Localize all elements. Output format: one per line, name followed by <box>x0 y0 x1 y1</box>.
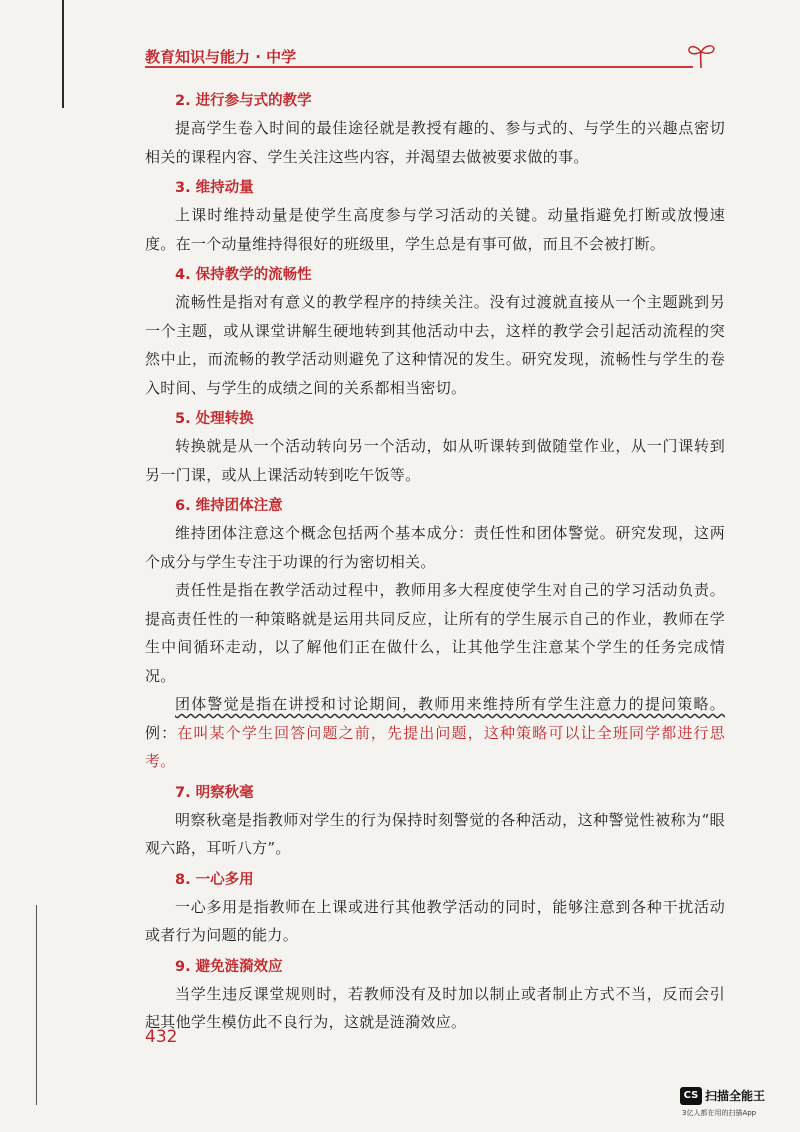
watermark-tagline: 3亿人都在用的扫描App <box>682 1109 757 1117</box>
page-number: 432 <box>145 1027 178 1047</box>
page-binding-edge-lower <box>36 905 37 1105</box>
watermark-name: 扫描全能王 <box>705 1089 766 1103</box>
page-binding-edge <box>62 0 64 108</box>
section-heading: 9. 避免涟漪效应 <box>175 958 283 975</box>
section-heading: 4. 保持教学的流畅性 <box>175 267 312 283</box>
section-heading: 3. 维持动量 <box>175 180 254 196</box>
scanner-watermark <box>680 1087 790 1123</box>
section-heading: 8. 一心多用 <box>175 871 254 888</box>
section-heading: 2. 进行参与式的教学 <box>175 93 312 109</box>
paragraph: 维持团体注意这个概念包括两个基本成分：责任性和团体警觉。研究发现，这两个成分与学生专注于功课的行为密切相关。 <box>145 524 725 571</box>
example-text: 在叫某个学生回答问题之前，先提出问题，这种策略可以让全班同学都进行思考。 <box>145 723 725 770</box>
paragraph: 提高学生卷入时间的最佳途径就是教授有趣的、参与式的、与学生的兴趣点密切相关的课程内容、学生关注这些内容，并渴望去做被要求做的事。 <box>145 119 725 166</box>
cs-logo-icon: CS <box>680 1087 702 1105</box>
paragraph: 责任性是指在教学活动过程中，教师用多大程度使学生对自己的学习活动负责。提高责任性的一种策略就是运用共同反应，让所有的学生展示自己的作业，教师在学生中间循环走动，以了解他们正在做什么，让其他学生注意某个学生的任务完成情况。 <box>145 581 725 685</box>
section-heading: 5. 处理转换 <box>175 411 254 427</box>
main-content <box>145 88 725 1037</box>
header-rule <box>145 66 693 68</box>
section-heading: 6. 维持团体注意 <box>175 498 283 514</box>
page-header <box>145 40 715 70</box>
sprout-icon <box>685 40 717 70</box>
paragraph: 流畅性是指对有意义的教学程序的持续关注。没有过渡就直接从一个主题跳到另一个主题，或从课堂讲解生硬地转到其他活动中去，这样的教学会引起活动流程的突然中止，而流畅的教学活动则避免了这种情况的发生。研究发现，流畅性与学生的卷入时间、与学生的成绩之间的关系都相当密切。 <box>145 293 725 397</box>
paragraph: 明察秋毫是指教师对学生的行为保持时刻警觉的各种活动，这种警觉性被称为“眼观六路，耳听八方”。 <box>145 810 725 857</box>
underlined-definition: 团体警觉是指在讲授和讨论期间，教师用来维持所有学生注意力的提问策略。 <box>175 695 725 713</box>
example-label: 例： <box>145 723 178 742</box>
group-alert-paragraph <box>145 690 725 776</box>
paragraph: 一心多用是指教师在上课或进行其他教学活动的同时，能够注意到各种干扰活动或者行为问题的能力。 <box>145 897 725 944</box>
paragraph: 当学生违反课堂规则时，若教师没有及时加以制止或者制止方式不当，反而会引起其他学生模仿此不良行为，这就是涟漪效应。 <box>145 984 725 1031</box>
section-heading: 7. 明察秋毫 <box>175 784 254 801</box>
header-title: 教育知识与能力 · 中学 <box>145 48 297 66</box>
paragraph: 上课时维持动量是使学生高度参与学习活动的关键。动量指避免打断或放慢速度。在一个动量维持得很好的班级里，学生总是有事可做，而且不会被打断。 <box>145 206 725 253</box>
paragraph: 转换就是从一个活动转向另一个活动，如从听课转到做随堂作业，从一门课转到另一门课，或从上课活动转到吃午饭等。 <box>145 437 725 484</box>
